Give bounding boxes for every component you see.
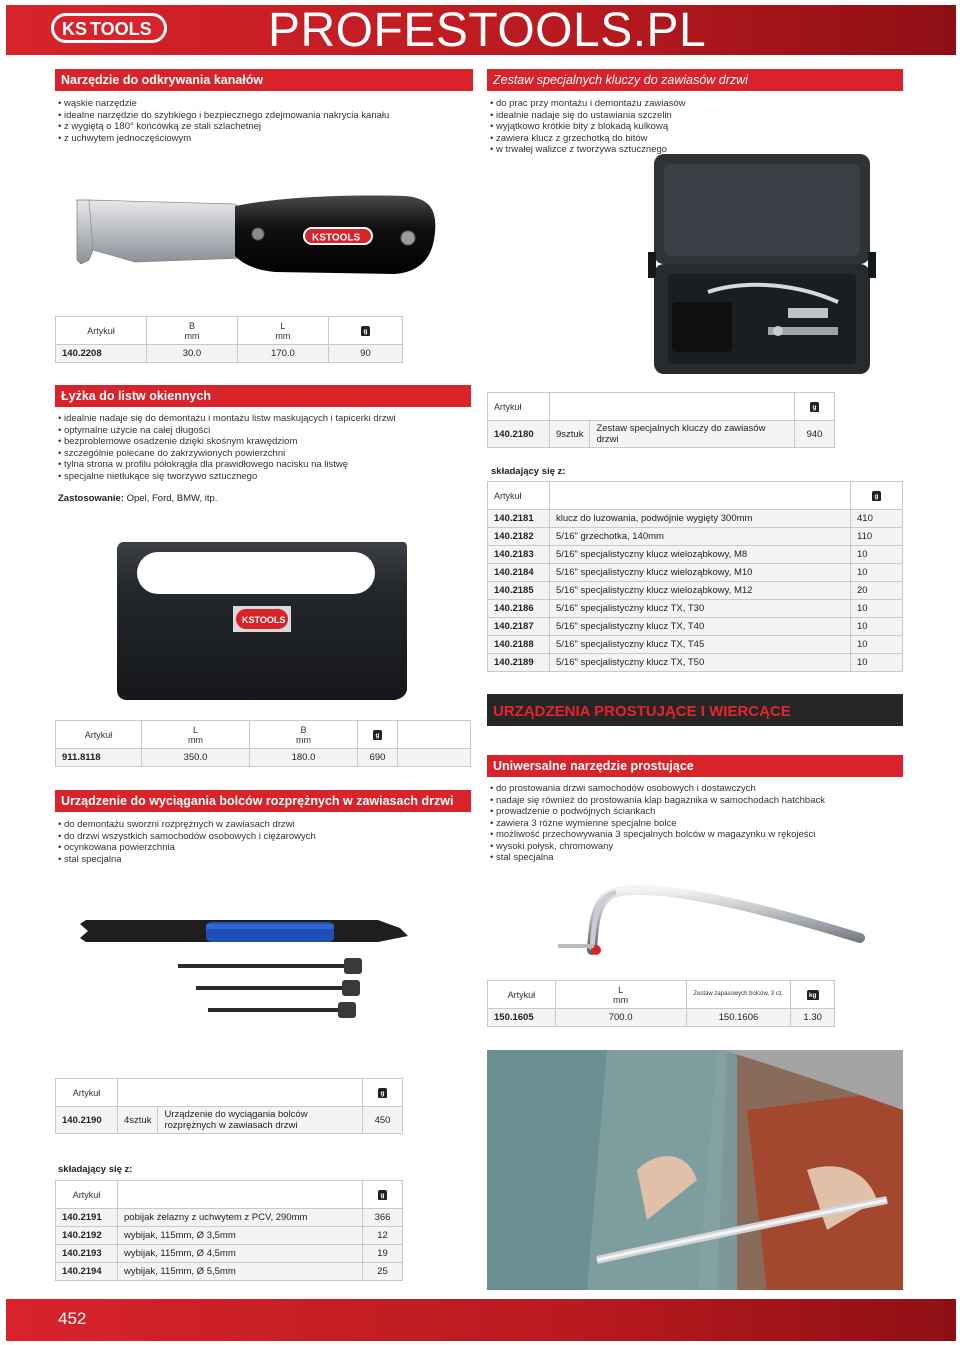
list-item: • optymalne użycie na całej długości [58,425,478,437]
article-number: 140.2187 [488,618,550,636]
list-item: • idealnie nadaje się do ustawiania szczelin [490,110,910,122]
product-table: Artykuł L mm Zestaw zapasowych bolców, 3 cz. kg 150.1605 700.0 150.1606 1.30 [487,980,835,1027]
feature-list [58,819,478,865]
list-item: • szczególnie polecane do zakrzywionych powierzchni [58,448,478,460]
col-artykul: Artykuł [84,729,113,740]
feature-list [58,98,478,144]
weight-icon: g [872,491,881,501]
list-item: • z uchwytem jednoczęściowym [58,133,478,145]
article-number: 140.2188 [488,636,550,654]
weight-icon: g [373,730,382,740]
list-item: • idealne narzędzie do szybkiego i bezpiecznego zdejmowania nakrycia kanału [58,110,478,122]
col-artykul: Artykuł [507,989,536,1000]
col-spare-pins: Zestaw zapasowych bolców, 3 cz. [693,991,784,997]
product-image-channel-opener [75,190,440,290]
usage-line: Zastosowanie: Opel, Ford, BMW, itp. [58,493,218,504]
product-photo-usage [487,1050,903,1290]
list-item: • wyjątkowo krótkie bity z blokadą kulkową [490,121,910,133]
site-name: PROFESTOOLS.PL [268,4,707,57]
article-number: 140.2191 [56,1209,118,1227]
consists-label: składający się z: [491,466,566,477]
parts-table: Artykuł g 140.2191 pobijak żelazny z uchwytem z PCV, 290mm 366 140.2192 wybijak, 115mm, Ø 3,5mm 12 140.2193 wybijak, 115mm, Ø 4,5mm 19 140.2194 wybijak, 115mm, Ø 5,5mm 25 [55,1180,403,1281]
section-title: Narzędzie do odkrywania kanałów [55,69,473,91]
weight-icon: g [361,326,370,336]
product-table: Artykuł B mm L mm g 140.2208 30.0 170.0 90 [55,316,403,363]
list-item: • w trwałej walizce z tworzywa sztucznego [490,144,910,156]
feature-list [490,98,910,156]
svg-text:TOOLS: TOOLS [90,19,152,39]
article-number: 140.2183 [488,546,550,564]
product-image-pin-extractor-set [78,912,410,1024]
list-item: • z wygiętą o 180° końcówką ze stali szlachetnej [58,121,478,133]
list-item: • zawiera klucz z grzechotką do bitów [490,133,910,145]
list-item: • wysoki połysk, chromowany [490,841,910,853]
page-number: 452 [58,1309,87,1328]
weight-icon: g [378,1190,387,1200]
footer-bar [6,1299,956,1341]
article-number: 140.2193 [56,1245,118,1263]
article-number: 140.2186 [488,600,550,618]
col-l: L [280,320,286,331]
col-l: L [618,984,624,995]
article-number: 140.2208 [56,345,147,363]
list-item: • nadaje się również do prostowania klap bagażnika w samochodach hatchback [490,795,910,807]
section-title: Łyżka do listw okiennych [55,385,471,407]
list-item: • bezproblemowe osadzenie dzięki skośnym krawędziom [58,436,478,448]
col-b: B [300,724,307,735]
feature-list [58,413,478,482]
article-number: 140.2182 [488,528,550,546]
list-item: • do prac przy montażu i demontażu zawiasów [490,98,910,110]
article-number: 140.2184 [488,564,550,582]
col-artykul: Artykuł [72,1087,101,1098]
article-number: 140.2180 [488,421,550,448]
col-artykul: Artykuł [87,325,115,336]
col-l: L [192,724,198,735]
svg-text:KSTOOLS: KSTOOLS [242,615,286,625]
list-item: • do prostowania drzwi samochodów osobowych i dostawczych [490,783,910,795]
product-table: Artykuł L mm B mm g 911.8118 350.0 180.0 690 [55,720,471,767]
article-number: 140.2190 [56,1107,118,1134]
article-number: 911.8118 [56,749,142,767]
weight-icon: kg [807,990,819,1000]
product-table: Artykuł g 140.2180 9sztuk Zestaw specjalnych kluczy do zawiasów drzwi 940 [487,392,835,448]
section-title: Uniwersalne narzędzie prostujące [487,755,903,777]
product-image-trim-spoon [115,538,411,702]
col-artykul: Artykuł [494,401,522,412]
section-title: Urządzenie do wyciągania bolców rozprężnych w zawiasach drzwi [55,790,471,812]
article-number: 140.2194 [56,1263,118,1281]
article-number: 140.2189 [488,654,550,672]
feature-list [490,783,910,864]
category-banner: URZĄDZENIA PROSTUJĄCE I WIERCĄCE [487,694,903,726]
svg-text:KS: KS [62,19,88,39]
list-item: • idealnie nadaje się do demontażu i montażu listw maskujących i tapicerki drzwi [58,413,478,425]
list-item: • wąskie narzędzie [58,98,478,110]
list-item: • ocynkowana powierzchnia [58,842,478,854]
article-number: 140.2181 [488,510,550,528]
svg-text:KSTOOLS: KSTOOLS [312,232,361,244]
list-item: • tylna strona w profilu półokrągła dla prawidłowego nacisku na listwę [58,459,478,471]
list-item: • do drzwi wszystkich samochodów osobowych i ciężarowych [58,831,478,843]
list-item: • prowadzenie o podwójnych ściankach [490,806,910,818]
weight-icon: g [378,1088,387,1098]
article-number: 140.2185 [488,582,550,600]
list-item: • stal specjalna [58,854,478,866]
col-b: B [188,320,195,331]
article-number: 150.1605 [488,1009,556,1027]
col-artykul: Artykuł [72,1189,101,1200]
product-image-key-set-case [648,152,876,377]
article-number: 140.2192 [56,1227,118,1245]
weight-icon: g [810,402,819,412]
ks-tools-logo [50,12,168,44]
list-item: • stal specjalna [490,852,910,864]
section-title: Zestaw specjalnych kluczy do zawiasów drzwi [487,69,903,91]
product-table: Artykuł g 140.2190 4sztuk Urządzenie do wyciągania bolców rozprężnych w zawiasach drzwi 450 [55,1078,403,1134]
col-artykul: Artykuł [494,490,522,501]
product-image-straightening-tool [530,880,875,960]
list-item: • do demontażu sworzni rozprężnych w zawiasach drzwi [58,819,478,831]
parts-table: Artykuł g 140.2181 klucz do luzowania, podwójnie wygięty 300mm 410 140.2182 5/16" grzechotka, 140mm 110 140.2183 5/16" specjalistyczny klucz wieloząbkowy, M8 10 140.2184 5/16" specjalistyczny klucz wieloząbkowy, M10 10 140.2185 5/16" specjalistyczny klucz wieloząbkowy, M12 20 140.2186 5/16" specjalistyczny klucz TX, T30 10 140.2187 5/16" specjalistyczny klucz TX, T40 10 140.2188 5/16" specjalistyczny klucz TX, T45 10 140.2189 5/16" specjalistyczny klucz TX, T50 10 [487,481,903,672]
list-item: • zawiera 3 różne wymienne specjalne bolce [490,818,910,830]
list-item: • możliwość przechowywania 3 specjalnych bolców w magazynku w rękojeści [490,829,910,841]
list-item: • specjalne nietłukące się tworzywo sztucznego [58,471,478,483]
consists-label: składający się z: [58,1164,133,1175]
